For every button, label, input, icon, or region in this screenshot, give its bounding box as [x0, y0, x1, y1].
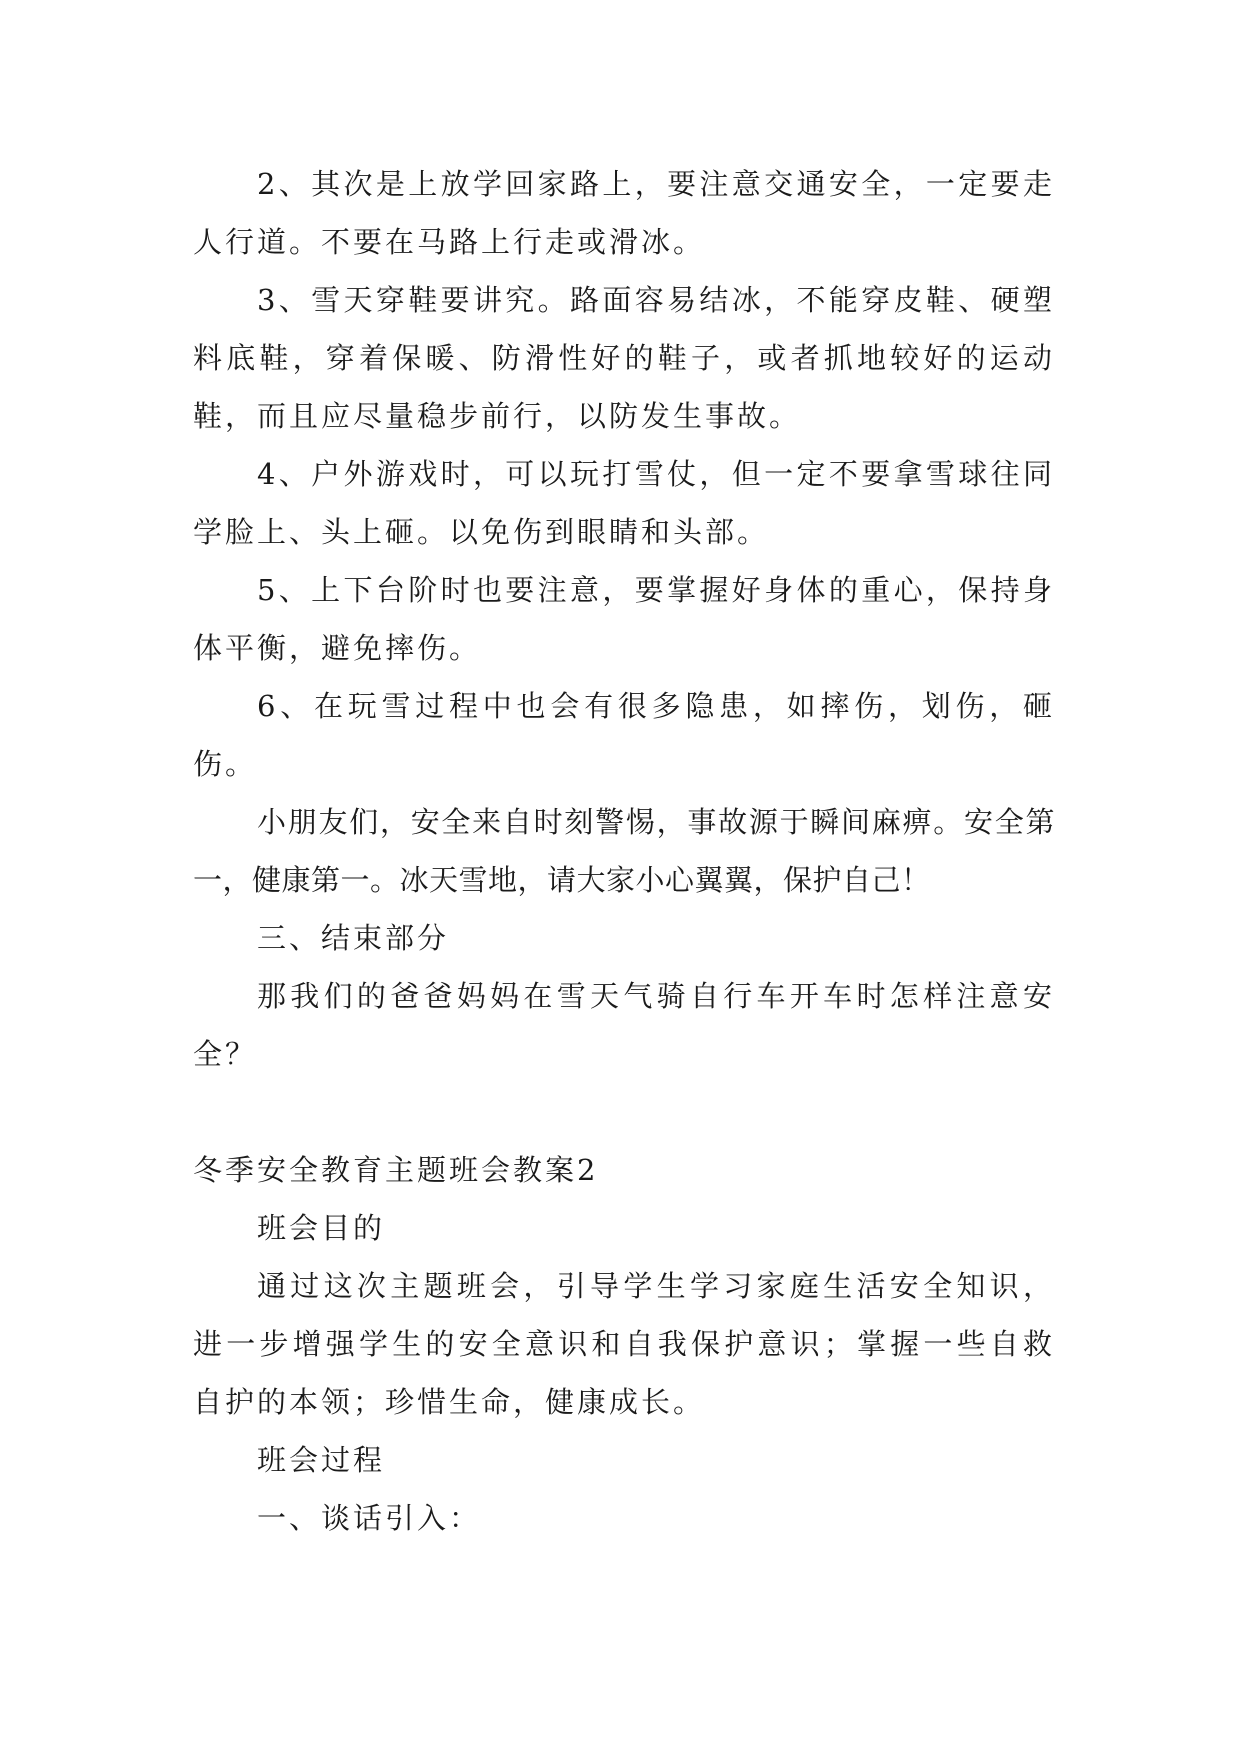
- paragraph-goal-heading: 班会目的: [257, 1211, 386, 1245]
- paragraph-safety-tip-5: 5、上下台阶时也要注意，要掌握好身体的重心，保持身体平衡，避免摔伤。: [193, 573, 1055, 665]
- paragraph-ending-question: 那我们的爸爸妈妈在雪天气骑自行车开车时怎样注意安全？: [193, 979, 1055, 1071]
- paragraph-process-heading: 班会过程: [257, 1443, 386, 1477]
- paragraph-safety-tip-2: 2、其次是上放学回家路上，要注意交通安全，一定要走人行道。不要在马路上行走或滑冰。: [193, 167, 1055, 259]
- section-title: 冬季安全教育主题班会教案2: [193, 1153, 599, 1187]
- paragraph-ending-heading: 三、结束部分: [257, 921, 450, 955]
- section-spacer: [193, 1083, 1055, 1141]
- paragraph-summary: 小朋友们，安全来自时刻警惕，事故源于瞬间麻痹。安全第一，健康第一。冰天雪地，请大家小心翼翼，保护自己！: [193, 805, 1055, 897]
- paragraph-safety-tip-6: 6、在玩雪过程中也会有很多隐患，如摔伤，划伤，砸伤。: [193, 689, 1055, 781]
- paragraph-safety-tip-4: 4、户外游戏时，可以玩打雪仗，但一定不要拿雪球往同学脸上、头上砸。以免伤到眼睛和头部。: [193, 457, 1055, 549]
- paragraph-goal-text: 通过这次主题班会，引导学生学习家庭生活安全知识，进一步增强学生的安全意识和自我保护意识；掌握一些自救自护的本领；珍惜生命，健康成长。: [193, 1269, 1055, 1419]
- paragraph-safety-tip-3: 3、雪天穿鞋要讲究。路面容易结冰，不能穿皮鞋、硬塑料底鞋，穿着保暖、防滑性好的鞋子，或者抓地较好的运动鞋，而且应尽量稳步前行，以防发生事故。: [193, 283, 1055, 433]
- paragraph-intro-heading: 一、谈话引入：: [257, 1501, 482, 1535]
- document-page: [193, 155, 1055, 1547]
